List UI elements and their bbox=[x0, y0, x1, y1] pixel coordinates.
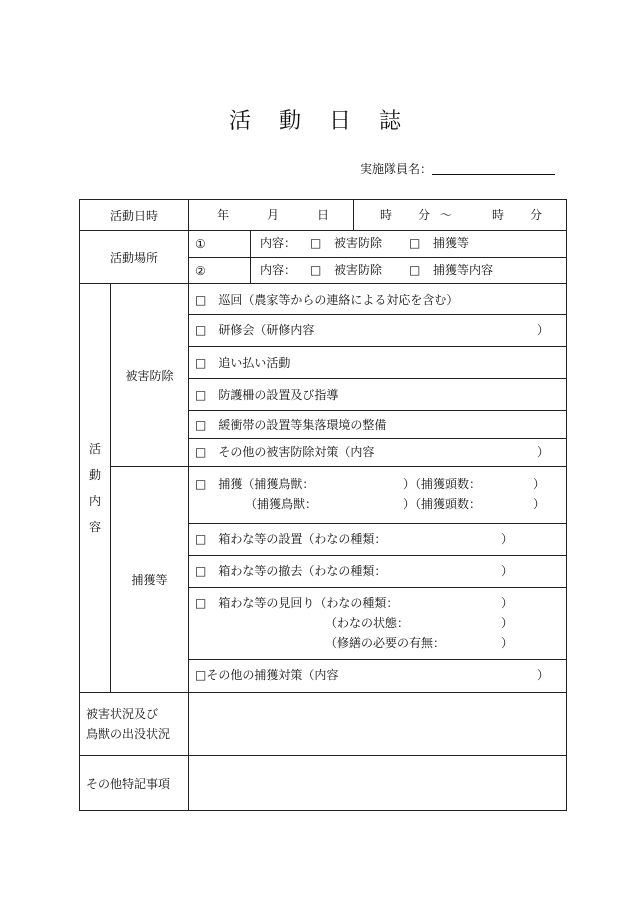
damage-item-training[interactable] bbox=[189, 315, 567, 347]
damage-prevention-label: 被害防除 bbox=[111, 284, 189, 467]
capture-line2-count: ）（捕獲頭数： bbox=[403, 497, 482, 511]
damage-item-other[interactable] bbox=[189, 439, 567, 467]
trap-repair-text: （修繕の必要の有無： bbox=[325, 636, 446, 650]
capture-item-trap-patrol[interactable] bbox=[189, 588, 567, 660]
month-label: 月 bbox=[267, 208, 280, 222]
training-text: □ 研修会（研修内容 bbox=[195, 323, 315, 337]
damage-item-drive-away[interactable]: □ 追い払い活動 bbox=[189, 347, 567, 379]
activity-char-2: 動 bbox=[88, 468, 101, 482]
activity-char-3: 内 bbox=[88, 494, 101, 508]
content-label-1: 内容： bbox=[260, 236, 297, 250]
damage-other-text: □ その他の被害防除対策（内容 bbox=[195, 445, 375, 459]
page-title: 活動日誌 bbox=[228, 109, 429, 134]
tilde-separator: ～ bbox=[440, 208, 453, 222]
option-capture-1: 捕獲等 bbox=[433, 236, 470, 250]
trap-set-close: ） bbox=[501, 532, 514, 546]
activity-char-1: 活 bbox=[88, 442, 101, 456]
checkbox-capture-2[interactable]: □ bbox=[409, 263, 421, 277]
option-damage-1: 被害防除 bbox=[334, 236, 383, 250]
activity-char-4: 容 bbox=[88, 520, 101, 534]
activity-content-label bbox=[80, 284, 111, 693]
hour-label-2: 時 bbox=[492, 208, 505, 222]
content-label-2: 内容： bbox=[260, 263, 297, 277]
trap-set-text: □ 箱わな等の設置（わなの種類： bbox=[195, 532, 387, 546]
capture-item-capture[interactable] bbox=[189, 467, 567, 524]
other-notes-label: その他特記事項 bbox=[80, 756, 189, 811]
place-2-number: ② bbox=[189, 258, 251, 284]
option-capture-2: 捕獲等内容 bbox=[433, 263, 494, 277]
place-1-content[interactable] bbox=[251, 231, 567, 258]
capture-item-trap-set[interactable] bbox=[189, 524, 567, 556]
capture-label: 捕獲等 bbox=[111, 467, 189, 693]
hour-label-1: 時 bbox=[380, 208, 393, 222]
capture-item-trap-remove[interactable] bbox=[189, 556, 567, 588]
date-cell[interactable] bbox=[189, 200, 354, 231]
capture-other-text: □その他の捕獲対策（内容 bbox=[195, 668, 339, 682]
damage-status-line1: 被害状況及び bbox=[86, 707, 159, 721]
place-1-number: ① bbox=[189, 231, 251, 258]
capture-line1-close: ） bbox=[533, 477, 546, 491]
damage-other-close-paren: ） bbox=[537, 445, 550, 459]
checkbox-damage-2[interactable]: □ bbox=[310, 263, 322, 277]
place-label: 活動場所 bbox=[80, 231, 189, 284]
activity-log-table bbox=[79, 199, 567, 811]
trap-patrol-text: □ 箱わな等の見回り（わなの種類： bbox=[195, 596, 399, 610]
capture-line1-text: □ 捕獲（捕獲鳥獣： bbox=[195, 477, 315, 491]
minute-label-2: 分 bbox=[530, 208, 543, 222]
minute-label-1: 分 bbox=[418, 208, 431, 222]
capture-other-close: ） bbox=[537, 668, 550, 682]
capture-line2-close: ） bbox=[533, 497, 546, 511]
damage-status-line2: 鳥獣の出没状況 bbox=[86, 727, 171, 741]
capture-line1-count: ）（捕獲頭数： bbox=[403, 477, 482, 491]
trap-state-close: ） bbox=[501, 616, 514, 630]
damage-item-fence[interactable]: □ 防護柵の設置及び指導 bbox=[189, 379, 567, 411]
datetime-label: 活動日時 bbox=[80, 200, 189, 231]
capture-item-other[interactable] bbox=[189, 660, 567, 693]
recorder-label: 実施隊員名： bbox=[360, 162, 433, 176]
trap-state-text: （わなの状態： bbox=[325, 616, 410, 630]
damage-item-patrol[interactable]: □ 巡回（農家等からの連絡による対応を含む） bbox=[189, 284, 567, 315]
trap-remove-close: ） bbox=[501, 564, 514, 578]
place-2-content[interactable] bbox=[251, 258, 567, 284]
damage-status-label bbox=[80, 693, 189, 756]
capture-line2-text: （捕獲鳥獣： bbox=[245, 497, 318, 511]
year-label: 年 bbox=[217, 208, 230, 222]
training-close-paren: ） bbox=[537, 323, 550, 337]
trap-repair-close: ） bbox=[501, 636, 514, 650]
other-notes-field[interactable] bbox=[189, 756, 567, 811]
damage-item-buffer[interactable]: □ 緩衝帯の設置等集落環境の整備 bbox=[189, 411, 567, 439]
trap-patrol-close: ） bbox=[501, 596, 514, 610]
trap-remove-text: □ 箱わな等の撤去（わなの種類： bbox=[195, 564, 387, 578]
time-cell[interactable] bbox=[354, 200, 567, 231]
option-damage-2: 被害防除 bbox=[334, 263, 383, 277]
checkbox-capture-1[interactable]: □ bbox=[409, 236, 421, 250]
day-label: 日 bbox=[317, 208, 330, 222]
recorder-underline bbox=[432, 174, 555, 175]
damage-status-field[interactable] bbox=[189, 693, 567, 756]
checkbox-damage-1[interactable]: □ bbox=[310, 236, 322, 250]
